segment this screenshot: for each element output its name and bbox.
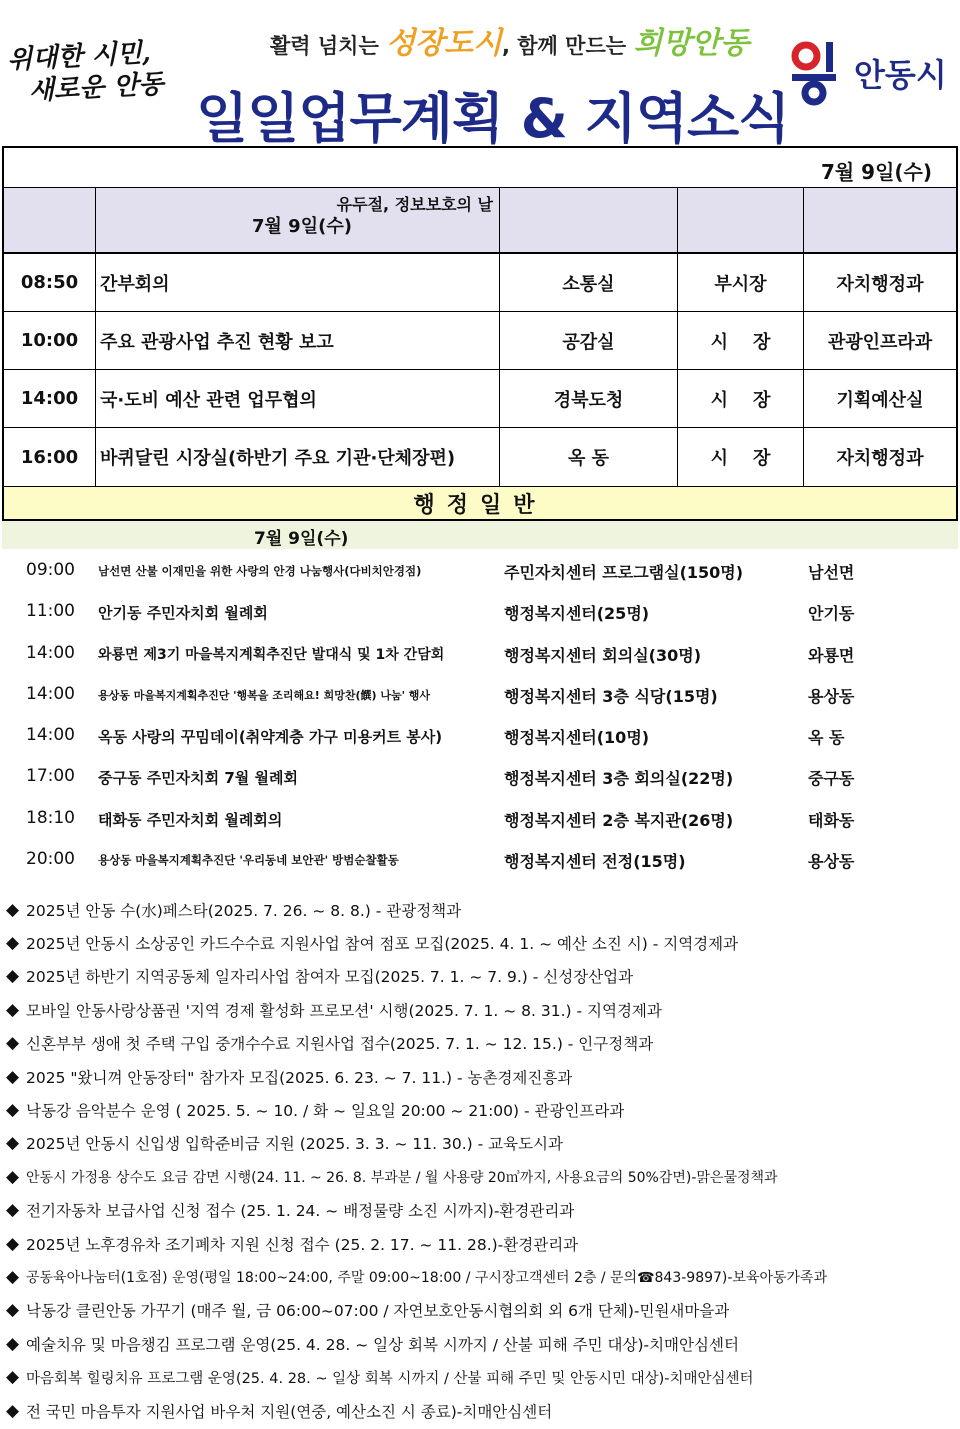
- news-item: [2, 1360, 958, 1393]
- schedule-top-date-row: [4, 148, 956, 188]
- news-list: [2, 893, 958, 1427]
- admin-event: 옥동 사랑의 꾸밈데이(취약계층 가구 미용커트 봉사): [98, 728, 443, 747]
- header-cell-dept: [804, 188, 956, 252]
- admin-row: [2, 798, 958, 839]
- header-cell-time: [4, 188, 96, 252]
- diamond-icon: ◆: [6, 966, 20, 987]
- schedule-header-row: [4, 188, 956, 254]
- admin-date: 7월 9일(수): [254, 529, 349, 549]
- tagline-pre: 활력 넘치는: [270, 34, 387, 58]
- admin-org: 옥 동: [808, 728, 845, 748]
- schedule-attendee: 시 장: [678, 428, 804, 486]
- header-cell-place: [500, 188, 678, 252]
- schedule-row: [4, 428, 956, 486]
- news-text: 2025년 안동 수(水)페스타(2025. 7. 26. ~ 8. 8.) - 관광정책과: [26, 901, 462, 920]
- diamond-icon: ◆: [6, 1166, 20, 1187]
- schedule-title: 바퀴달린 시장실(하반기 주요 기관·단체장편): [96, 428, 500, 486]
- admin-row: [2, 839, 958, 880]
- news-item: [2, 1260, 958, 1293]
- news-text: 마음회복 힐링치유 프로그램 운영(25. 4. 28. ~ 일상 회복 시까지 / 산불 피해 주민 및 안동시민 대상)-치매안심센터: [26, 1370, 754, 1387]
- logo-text: 안동시: [854, 56, 947, 94]
- admin-event: 용상동 마을복지계획추진단 '우리동네 보안관' 방범순찰활동: [98, 853, 399, 868]
- schedule-time: 14:00: [4, 370, 96, 427]
- news-text: 공동육아나눔터(1호점) 운영(평일 18:00~24:00, 주말 09:00~18:00 / 구시장고객센터 2층 / 문의☎843-9897)-보육아동가족과: [26, 1269, 828, 1286]
- tagline-mid: , 함께 만드는: [501, 34, 634, 58]
- schedule-time: 10:00: [4, 312, 96, 369]
- diamond-icon: ◆: [6, 1100, 20, 1121]
- schedule-dept: 자치행정과: [836, 273, 924, 295]
- admin-time: 14:00: [26, 642, 75, 663]
- admin-org: 중구동: [808, 769, 855, 789]
- schedule-row: [4, 370, 956, 428]
- admin-row: [2, 674, 958, 715]
- admin-time: 14:00: [26, 725, 75, 746]
- diamond-icon: ◆: [6, 1066, 20, 1087]
- schedule-table: [2, 146, 958, 488]
- slogan-line-1: 위대한 시민,: [6, 37, 152, 76]
- news-text: 낙동강 음악분수 운영 ( 2025. 5. ~ 10. / 화 ~ 일요일 20:00 ~ 21:00) - 관광인프라과: [26, 1102, 625, 1121]
- news-text: 2025년 안동시 소상공인 카드수수료 지원사업 참여 점포 모집(2025. 4. 1. ~ 예산 소진 시) - 지역경제과: [26, 935, 739, 954]
- schedule-title: 주요 관광사업 추진 현황 보고: [96, 312, 500, 369]
- tagline-highlight-growth: 성장도시: [386, 26, 502, 61]
- admin-org: 안기동: [808, 604, 855, 624]
- schedule-dept: 기획예산실: [836, 389, 924, 411]
- admin-place: 행정복지센터 2층 복지관(26명): [504, 810, 734, 830]
- news-text: 2025 "왔니껴 안동장터" 참가자 모집(2025. 6. 23. ~ 7. 11.) - 농촌경제진흥과: [26, 1068, 573, 1087]
- diamond-icon: ◆: [6, 1133, 20, 1154]
- admin-row: [2, 715, 958, 756]
- holiday-label: 유두절, 정보보호의 날: [336, 195, 493, 214]
- diamond-icon: ◆: [6, 1233, 20, 1254]
- news-text: 모바일 안동사랑상품권 '지역 경제 활성화 프로모션' 시행(2025. 7. 1. ~ 8. 31.) - 지역경제과: [26, 1001, 662, 1020]
- news-item: [2, 1394, 958, 1427]
- news-item: [2, 960, 958, 993]
- admin-time: 17:00: [26, 766, 75, 787]
- news-item: [2, 1127, 958, 1160]
- schedule-dept: 자치행정과: [836, 448, 924, 469]
- schedule-place: 공감실: [500, 312, 678, 369]
- admin-place: 행정복지센터 3층 식당(15명): [504, 686, 718, 706]
- news-item: [2, 1227, 958, 1260]
- schedule-date: 7월 9일(수): [252, 216, 352, 237]
- diamond-icon: ◆: [6, 1300, 20, 1321]
- news-text: 전 국민 마음투자 지원사업 바우처 지원(연중, 예산소진 시 종료)-치매안심센터: [26, 1402, 553, 1421]
- schedule-place: 경북도청: [500, 370, 678, 427]
- header: [0, 0, 960, 150]
- schedule-attendee: 부시장: [678, 254, 804, 311]
- admin-place: 주민자치센터 프로그램실(150명): [504, 563, 744, 582]
- header-cell-attendee: [678, 188, 804, 252]
- admin-place: 행정복지센터 전정(15명): [504, 852, 686, 872]
- tagline-highlight-hope: 희망안동: [633, 26, 750, 61]
- diamond-icon: ◆: [6, 1367, 20, 1388]
- diamond-icon: ◆: [6, 999, 20, 1020]
- admin-place: 행정복지센터(10명): [504, 728, 650, 748]
- admin-date-bar: [2, 521, 958, 549]
- admin-org: 와룡면: [808, 645, 855, 665]
- news-item: [2, 1027, 958, 1060]
- news-text: 전기자동차 보급사업 신청 접수 (25. 1. 24. ~ 배정물량 소진 시까지)-환경관리과: [26, 1202, 575, 1221]
- diamond-icon: ◆: [6, 899, 20, 920]
- admin-place: 행정복지센터(25명): [504, 604, 650, 624]
- admin-event: 남선면 산불 이재민을 위한 사랑의 안경 나눔행사(다비치안경점): [98, 564, 422, 578]
- diamond-icon: ◆: [6, 1333, 20, 1354]
- admin-list: [2, 550, 958, 880]
- news-text: 낙동강 클린안동 가꾸기 (매주 월, 금 06:00~07:00 / 자연보호안동시협의회 외 6개 단체)-민원새마을과: [26, 1302, 730, 1321]
- admin-event: 용상동 마을복지계획추진단 '행복을 조리해요! 희망찬(饌) 나눔' 행사: [98, 688, 431, 702]
- news-text: 2025년 안동시 신입생 입학준비금 지원 (2025. 3. 3. ~ 11. 30.) - 교육도시과: [26, 1135, 563, 1154]
- slogan-line-2: 새로운 안동: [28, 69, 165, 107]
- diamond-icon: ◆: [6, 1266, 20, 1287]
- admin-time: 20:00: [26, 849, 75, 870]
- news-text: 신혼부부 생애 첫 주택 구입 중개수수료 지원사업 접수(2025. 7. 1. ~ 12. 15.) - 인구정책과: [26, 1035, 654, 1054]
- schedule-title: 국·도비 예산 관련 업무협의: [96, 370, 500, 427]
- admin-row: [2, 756, 958, 797]
- news-text: 2025년 노후경유차 조기폐차 지원 신청 접수 (25. 2. 17. ~ 11. 28.)-환경관리과: [26, 1235, 579, 1254]
- schedule-attendee: 시 장: [678, 370, 804, 427]
- diamond-icon: ◆: [6, 1033, 20, 1054]
- diamond-icon: ◆: [6, 1400, 20, 1421]
- admin-time: 09:00: [26, 560, 75, 580]
- admin-org: 태화동: [808, 810, 855, 830]
- admin-time: 11:00: [26, 601, 75, 622]
- news-text: 2025년 하반기 지역공동체 일자리사업 참여자 모집(2025. 7. 1. ~ 7. 9.) - 신성장산업과: [26, 968, 634, 987]
- news-item: [2, 893, 958, 926]
- slogan: [6, 36, 179, 109]
- schedule-place: 옥 동: [500, 428, 678, 486]
- news-text: 안동시 가정용 상수도 요금 감면 시행(24. 11. ~ 26. 8. 부과분 / 월 사용량 20㎥까지, 사용요금의 50%감면)-맑은물정책과: [26, 1169, 778, 1186]
- admin-event: 태화동 주민자치회 월례회의: [98, 810, 283, 829]
- news-item: [2, 1194, 958, 1227]
- news-item: [2, 1294, 958, 1327]
- schedule-place: 소통실: [500, 254, 678, 311]
- schedule-dept: 관광인프라과: [827, 331, 933, 353]
- news-item: [2, 1327, 958, 1360]
- admin-place: 행정복지센터 회의실(30명): [504, 645, 702, 665]
- andong-logo-icon: [788, 40, 848, 106]
- schedule-row: [4, 254, 956, 312]
- admin-place: 행정복지센터 3층 회의실(22명): [504, 769, 734, 789]
- news-item: [2, 1093, 958, 1126]
- admin-org: 용상동: [808, 686, 855, 706]
- admin-event: 안기동 주민자치회 월례회: [98, 604, 268, 623]
- admin-event: 와룡면 제3기 마을복지계획추진단 발대식 및 1차 간담회: [98, 646, 445, 663]
- admin-section-title: 행정일반: [413, 492, 547, 518]
- admin-event: 중구동 주민자치회 7월 월례회: [98, 769, 298, 788]
- tagline: [270, 18, 749, 62]
- news-item: [2, 1160, 958, 1193]
- header-cell-title: [96, 188, 500, 252]
- admin-time: 18:10: [26, 807, 75, 828]
- news-text: 예술치유 및 마음챙김 프로그램 운영(25. 4. 28. ~ 일상 회복 시까지 / 산불 피해 주민 대상)-치매안심센터: [26, 1335, 739, 1354]
- diamond-icon: ◆: [6, 1200, 20, 1221]
- schedule-title: 간부회의: [96, 254, 500, 311]
- schedule-attendee: 시 장: [678, 312, 804, 369]
- schedule-row: [4, 312, 956, 370]
- news-item: [2, 926, 958, 959]
- schedule-time: 08:50: [4, 254, 96, 311]
- schedule-time: 16:00: [4, 428, 96, 486]
- city-logo: [788, 40, 953, 106]
- admin-row: [2, 591, 958, 632]
- admin-org: 남선면: [808, 563, 855, 582]
- news-item: [2, 993, 958, 1026]
- news-item: [2, 1060, 958, 1093]
- admin-row: [2, 550, 958, 591]
- schedule-top-date: 7월 9일(수): [820, 160, 932, 184]
- admin-section-title-bar: [2, 487, 958, 521]
- admin-time: 14:00: [26, 683, 75, 704]
- diamond-icon: ◆: [6, 933, 20, 954]
- admin-row: [2, 633, 958, 674]
- admin-org: 용상동: [808, 852, 855, 872]
- page-title: 일일업무계획 & 지역소식: [196, 87, 790, 150]
